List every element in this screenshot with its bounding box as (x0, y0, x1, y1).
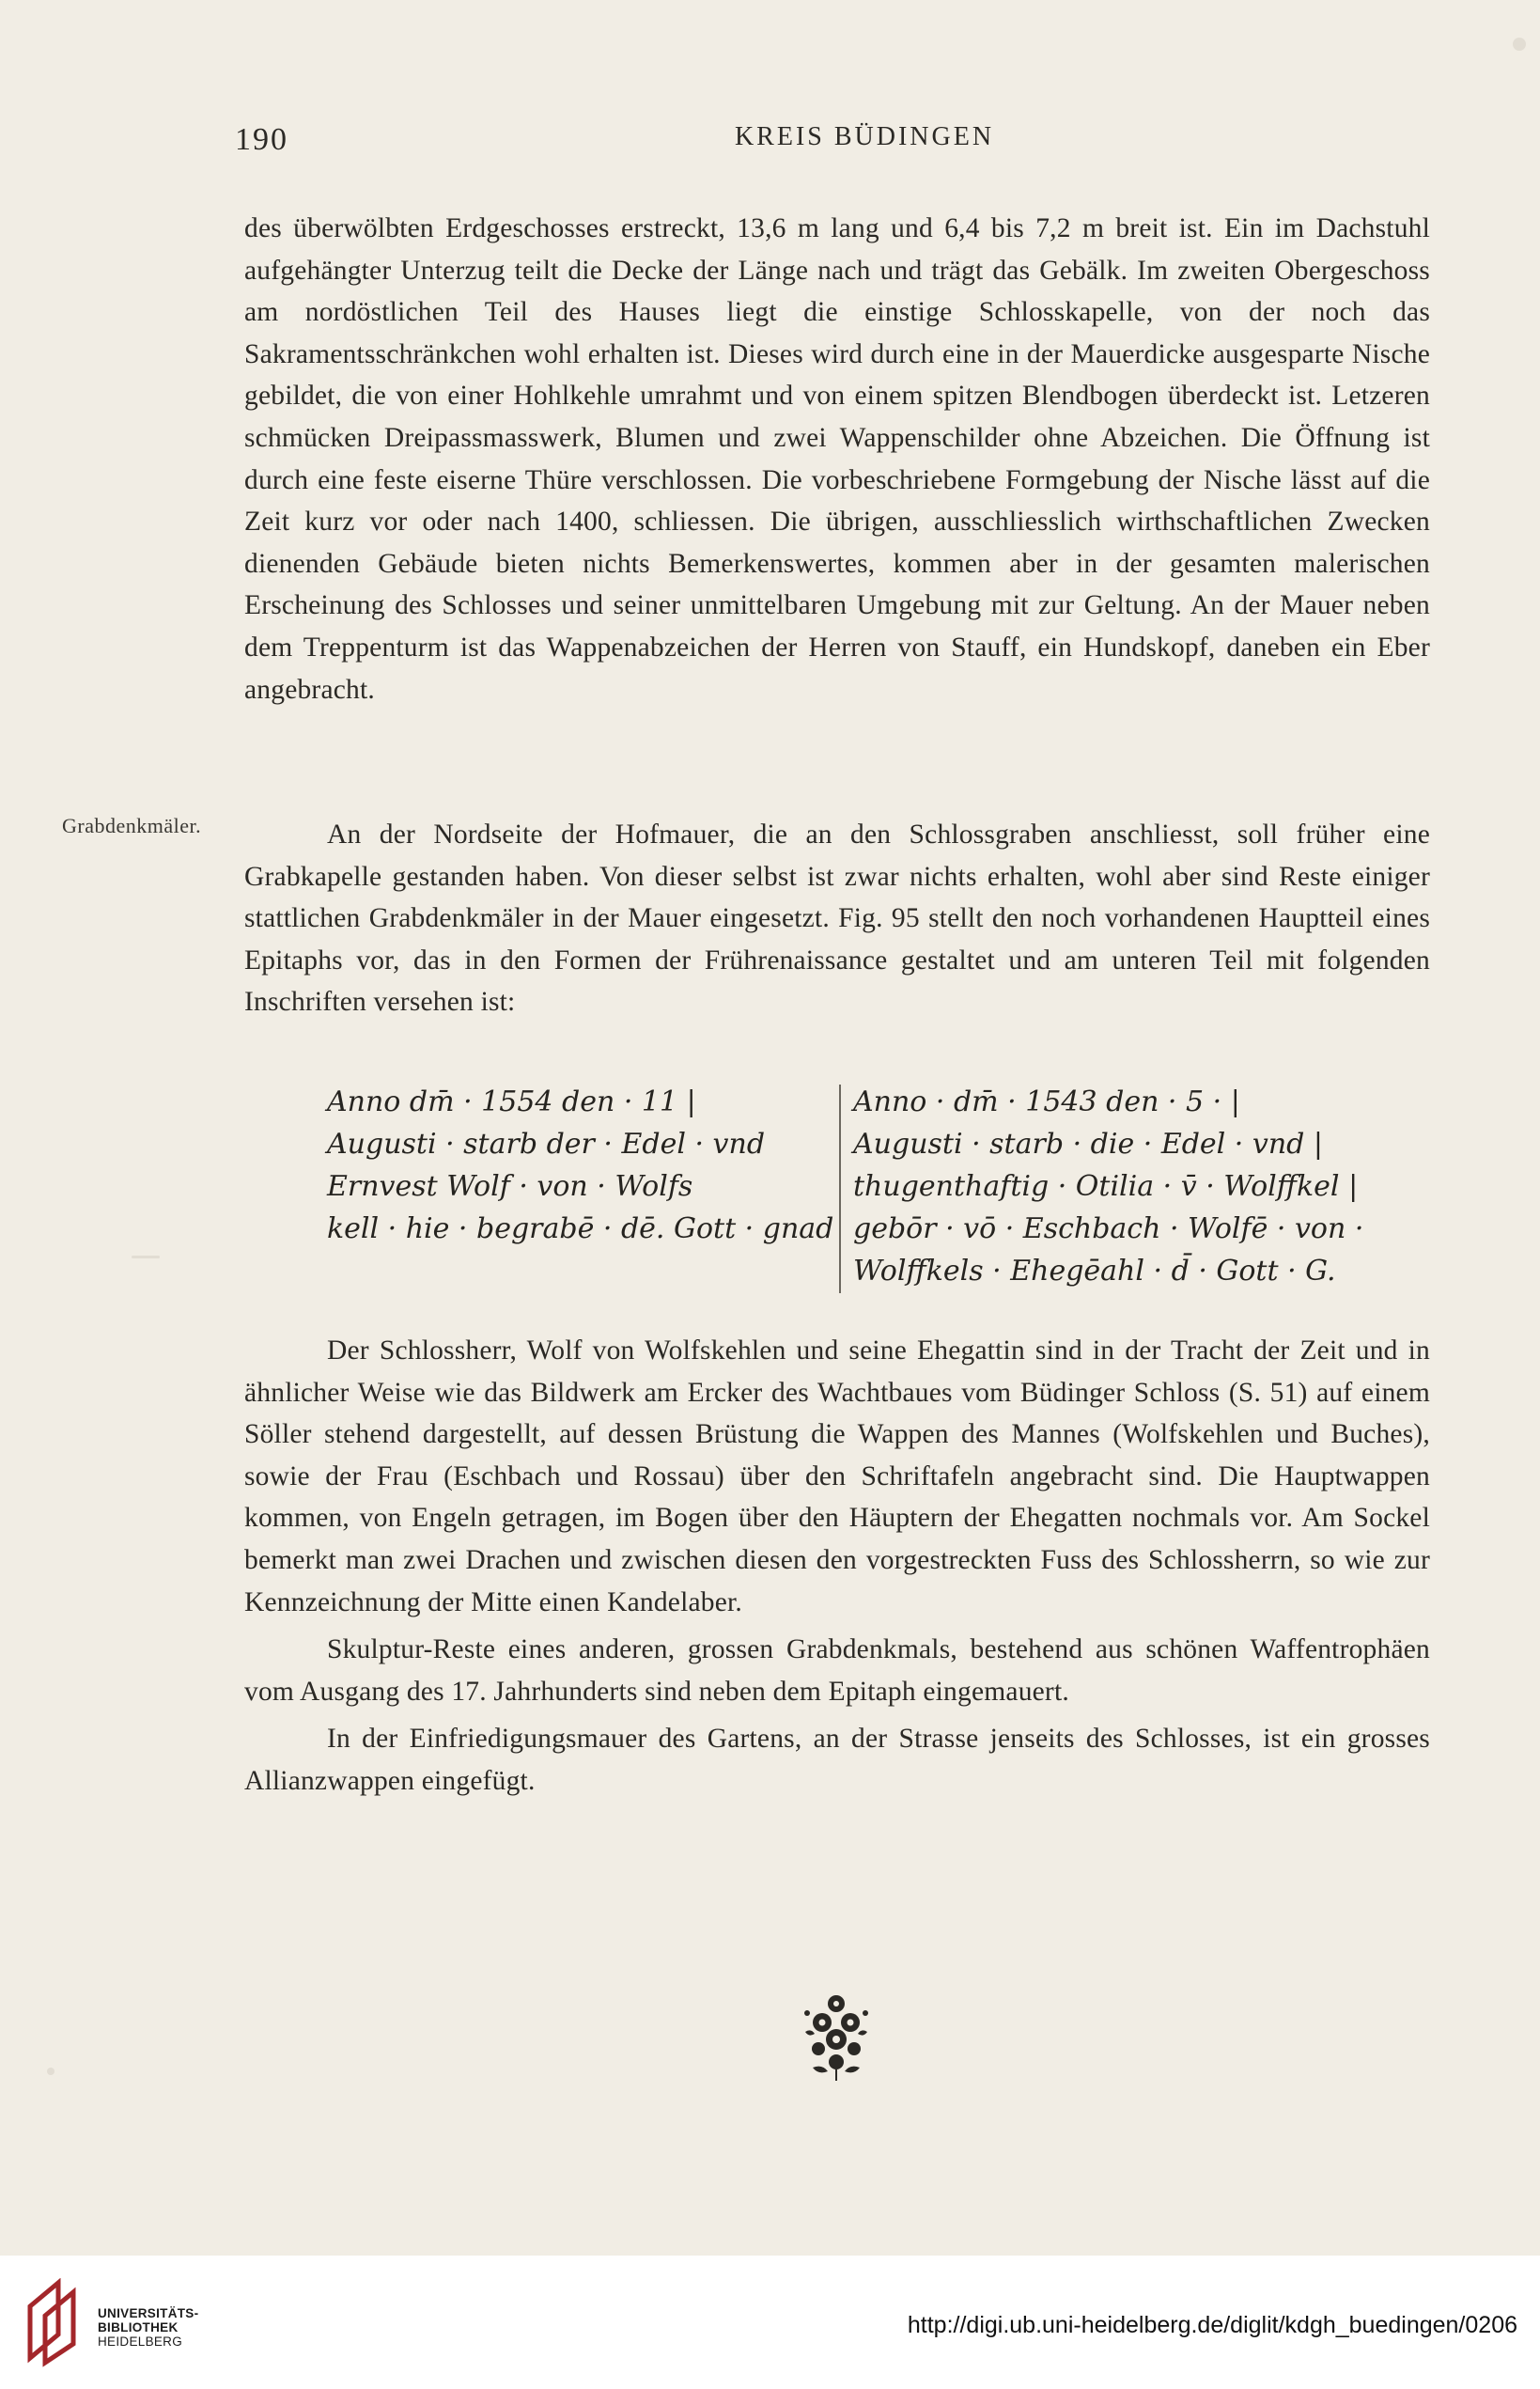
inscription-line: Ernvest Wolf · von · Wolfs (327, 1170, 693, 1203)
inscription-right (853, 1081, 1364, 1292)
body-paragraph: In der Einfriedigungsmauer des Gartens, an der Strasse jenseits des Schlosses, ist ein grosses Allianzwappen eingefügt. (244, 1724, 1430, 1796)
digitization-footer (0, 2256, 1540, 2389)
inscription-line: Augusti · starb der · Edel · vnd (327, 1128, 766, 1161)
inscription-line: thugenthaftig · Otilia · v̄ · Wolffkel | (853, 1170, 1359, 1203)
running-title: KREIS BÜDINGEN (734, 122, 995, 151)
inscription-line: Wolffkels · Ehegēahl · d̄ · Gott · G. (853, 1255, 1336, 1288)
body-paragraph: Der Schlossherr, Wolf von Wolfskehlen und seine Ehegattin sind in der Tracht der Zeit und in ähnlicher Weise wie das Bildwerk am Ercker des Wachtbaues vom Büdinger Schloss (S. 51) auf einem Söller stehend dargestellt, auf dessen Brüstung die Wappen des Mannes (Wolfskehlen und Buches), sowie der Frau (Eschbach und Rossau) über den Schriftafeln angebracht sind. Die Hauptwappen kommen, von Engeln getragen, im Bogen über den Häuptern der Ehegatten nochmals vor. Am Sockel bemerkt man zwei Drachen und zwischen diesen den vorgestreckten Fuss des Schlossherrn, so wie zur Kennzeichnung der Mitte einen Kandelaber. (244, 1335, 1430, 1617)
page-header (0, 122, 1540, 160)
inscription-line: Augusti · starb · die · Edel · vnd | (853, 1128, 1323, 1161)
paragraph-epitaph-description (244, 1330, 1430, 1803)
library-logo-icon (21, 2278, 86, 2367)
inscription-divider (839, 1085, 841, 1293)
inscription-line: Anno · dm̄ · 1543 den · 5 · | (853, 1085, 1240, 1118)
paragraph-grabdenkmaeler (244, 814, 1430, 1023)
body-paragraph: des überwölbten Erdgeschosses erstreckt, 13,6 m lang und 6,4 bis 7,2 m breit ist. Ein im Dachstuhl aufgehängter Unterzug teilt die Decke der Länge nach und trägt das Gebälk. Im zweiten Obergeschoss am nordöstlichen Teil des Hauses liegt die einstige Schlosskapelle, von der noch das Sakramentsschränkchen wohl erhalten ist. Dieses wird durch eine in der Mauerdicke ausgesparte Nische gebildet, die von einer Hohlkehle umrahmt und von einem spitzen Blendbogen überdeckt ist. Letzeren schmücken Dreipassmasswerk, Blumen und zwei Wappenschilder ohne Abzeichen. Die Öffnung ist durch eine feste eiserne Thüre verschlossen. Die vorbeschriebene Formgebung der Nische lässt auf die Zeit kurz vor oder nach 1400, schliessen. Die übrigen, ausschliesslich wirthschaftlichen Zwecken dienenden Gebäude bieten nichts Bemerkenswertes, kommen aber in der gesamten malerischen Erscheinung des Schlosses und seiner unmittelbaren Umgebung mit zur Geltung. An der Mauer neben dem Treppenturm ist das Wappenabzeichen der Herren von Stauff, ein Hundskopf, daneben ein Eber angebracht. (244, 213, 1430, 705)
body-paragraph: Skulptur-Reste eines anderen, grossen Grabdenkmals, bestehend aus schönen Waffentrophäen vom Ausgang des 17. Jahrhunderts sind neben dem Epitaph eingemauert. (244, 1634, 1430, 1707)
body-paragraph: An der Nordseite der Hofmauer, die an den Schlossgraben anschliesst, soll früher eine Grabkapelle gestanden haben. Von dieser selbst ist zwar nichts erhalten, wohl aber sind Reste einiger stattlichen Grabdenkmäler in der Mauer eingesetzt. Fig. 95 stellt den noch vorhandenen Hauptteil eines Epitaphs vor, das in den Formen der Frührenaissance gestaltet und am unteren Teil mit folgenden Inschriften versehen ist: (244, 820, 1430, 1018)
page-number: 190 (235, 122, 288, 157)
inscription-line: gebōr · vō · Eschbach · Wolfē · von · (853, 1212, 1364, 1245)
paragraph-schlosskapelle (244, 208, 1430, 710)
inscription-line: kell · hie · begrabē · dē. Gott · gnad (327, 1212, 834, 1245)
epitaph-inscriptions (327, 1081, 1364, 1297)
margin-note: Grabdenkmäler. (62, 814, 202, 837)
permalink[interactable]: http://digi.ub.uni-heidelberg.de/diglit/kdgh_buedingen/0206 (907, 2312, 1517, 2338)
floral-vignette-icon (794, 1991, 879, 2085)
inscription-left (327, 1081, 834, 1250)
inscription-line: Anno dm̄ · 1554 den · 11 | (327, 1085, 696, 1118)
library-name: UNIVERSITÄTS- BIBLIOTHEK HEIDELBERG (98, 2306, 199, 2349)
